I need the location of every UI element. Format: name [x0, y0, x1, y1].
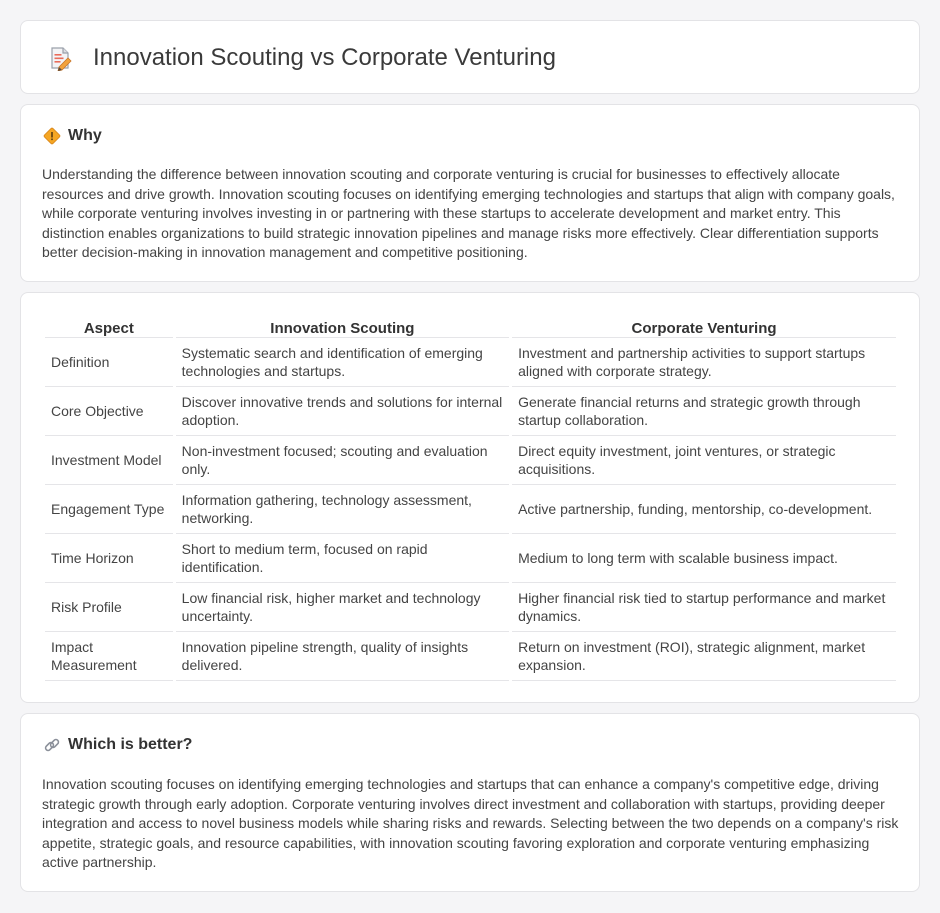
aspect-cell: Core Objective — [45, 387, 173, 436]
diamond-sign-icon — [43, 127, 61, 145]
scouting-cell: Innovation pipeline strength, quality of insights delivered. — [176, 632, 509, 681]
which-is-better-body: Innovation scouting focuses on identifying emerging technologies and startups that can enhance a company's competitive edge, driving strategic growth through early adoption. Corporate venturing involves direct investment and collaboration with startups, providing deeper integration and access to novel business models while sharing risks and rewards. Selecting between the two depends on a company's risk appetite, strategic goals, and resource capabilities, with innovation scouting favoring exploration and corporate venturing emphasizing active partnership. — [42, 776, 899, 870]
which-is-better-title: Which is better? — [68, 736, 193, 753]
header-innovation-scouting: Innovation Scouting — [176, 314, 509, 338]
table-row — [45, 632, 896, 681]
page-title: Innovation Scouting vs Corporate Venturing — [93, 44, 556, 71]
venturing-cell: Investment and partnership activities to support startups aligned with corporate strategy. — [512, 338, 896, 387]
scouting-cell: Short to medium term, focused on rapid identification. — [176, 534, 509, 583]
aspect-cell: Engagement Type — [45, 485, 173, 534]
venturing-cell: Generate financial returns and strategic growth through startup collaboration. — [512, 387, 896, 436]
aspect-cell: Time Horizon — [45, 534, 173, 583]
scouting-cell: Systematic search and identification of emerging technologies and startups. — [176, 338, 509, 387]
table-row — [45, 436, 896, 485]
aspect-cell: Impact Measurement — [45, 632, 173, 681]
scouting-cell: Information gathering, technology assessment, networking. — [176, 485, 509, 534]
scouting-cell: Non-investment focused; scouting and evaluation only. — [176, 436, 509, 485]
why-body: Understanding the difference between innovation scouting and corporate venturing is crucial for businesses to effectively allocate resources and drive growth. Innovation scouting focuses on identifying emerging technologies and startups that align with company goals, while corporate venturing involves investing in or partnering with these startups to accelerate development and market entry. This distinction enables organizations to build strategic innovation pipelines and manage risks more effectively. Clear differentiation supports better decision-making in innovation management and competitive positioning. — [42, 166, 895, 260]
scouting-cell: Discover innovative trends and solutions for internal adoption. — [176, 387, 509, 436]
table-row — [45, 534, 896, 583]
venturing-cell: Return on investment (ROI), strategic alignment, market expansion. — [512, 632, 896, 681]
header-corporate-venturing: Corporate Venturing — [512, 314, 896, 338]
venturing-cell: Active partnership, funding, mentorship, co-development. — [512, 485, 896, 534]
why-section — [20, 104, 920, 282]
link-icon — [43, 736, 61, 754]
table-row — [45, 583, 896, 632]
venturing-cell: Direct equity investment, joint ventures, or strategic acquisitions. — [512, 436, 896, 485]
aspect-cell: Definition — [45, 338, 173, 387]
venturing-cell: Medium to long term with scalable business impact. — [512, 534, 896, 583]
table-row — [45, 485, 896, 534]
comparison-table — [42, 314, 899, 681]
scouting-cell: Low financial risk, higher market and technology uncertainty. — [176, 583, 509, 632]
table-header-row — [45, 314, 896, 338]
aspect-cell: Investment Model — [45, 436, 173, 485]
which-is-better-section — [20, 713, 920, 892]
header-aspect: Aspect — [45, 314, 173, 338]
header-card — [20, 20, 920, 94]
table-row — [45, 387, 896, 436]
table-row — [45, 338, 896, 387]
comparison-table-card — [20, 292, 920, 703]
why-title: Why — [68, 127, 102, 144]
aspect-cell: Risk Profile — [45, 583, 173, 632]
document-pen-icon — [47, 45, 73, 71]
venturing-cell: Higher financial risk tied to startup performance and market dynamics. — [512, 583, 896, 632]
